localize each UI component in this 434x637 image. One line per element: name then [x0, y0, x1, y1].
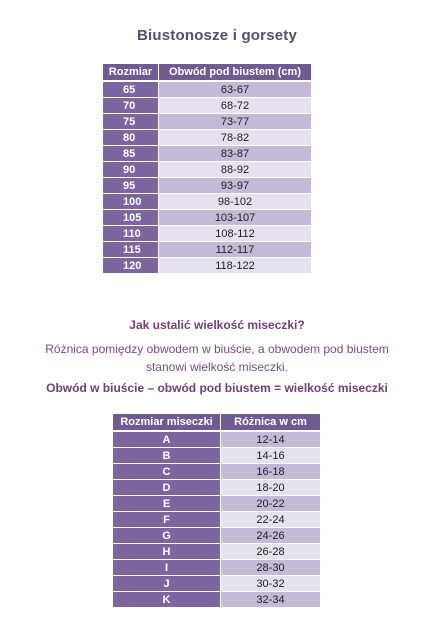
- table-row: [113, 576, 320, 592]
- cup-table-header: [113, 414, 320, 432]
- underbust-range-cell: 78-82: [159, 130, 311, 146]
- cup-size-cell: J: [113, 576, 221, 592]
- page-title: Biustonosze i gorsety: [136, 27, 298, 44]
- band-size-cell: 115: [103, 242, 159, 258]
- underbust-range-cell: 88-92: [159, 162, 311, 178]
- band-size-cell: 75: [103, 114, 159, 130]
- cup-size-cell: G: [113, 528, 221, 544]
- header-size: Rozmiar: [103, 64, 159, 82]
- table-row: [113, 544, 320, 560]
- band-table-header: [103, 64, 311, 82]
- table-row: [113, 448, 320, 464]
- cup-size-cell: D: [113, 480, 221, 496]
- difference-range-cell: 24-26: [221, 528, 320, 544]
- cup-question: Jak ustalić wielkość miseczki?: [129, 318, 305, 332]
- underbust-range-cell: 83-87: [159, 146, 311, 162]
- table-row: [103, 146, 311, 162]
- header-cup-size: Rozmiar miseczki: [113, 414, 221, 432]
- cup-size-cell: F: [113, 512, 221, 528]
- cup-size-cell: E: [113, 496, 221, 512]
- table-row: [103, 130, 311, 146]
- band-size-cell: 80: [103, 130, 159, 146]
- table-row: [113, 592, 320, 608]
- band-size-cell: 70: [103, 98, 159, 114]
- difference-range-cell: 20-22: [221, 496, 320, 512]
- table-row: [103, 194, 311, 210]
- difference-range-cell: 22-24: [221, 512, 320, 528]
- cup-size-table: [113, 414, 320, 608]
- table-row: [113, 560, 320, 576]
- band-size-cell: 65: [103, 82, 159, 98]
- underbust-range-cell: 68-72: [159, 98, 311, 114]
- band-size-cell: 95: [103, 178, 159, 194]
- underbust-range-cell: 103-107: [159, 210, 311, 226]
- difference-range-cell: 30-32: [221, 576, 320, 592]
- table-row: [103, 242, 311, 258]
- cup-size-cell: K: [113, 592, 221, 608]
- table-row: [103, 258, 311, 274]
- band-size-cell: 100: [103, 194, 159, 210]
- cup-formula: Obwód w biuście – obwód pod biustem = wielkość miseczki: [46, 381, 388, 395]
- table-row: [103, 210, 311, 226]
- band-size-cell: 85: [103, 146, 159, 162]
- underbust-range-cell: 98-102: [159, 194, 311, 210]
- band-size-cell: 110: [103, 226, 159, 242]
- table-row: [113, 480, 320, 496]
- difference-range-cell: 16-18: [221, 464, 320, 480]
- underbust-range-cell: 118-122: [159, 258, 311, 274]
- underbust-range-cell: 108-112: [159, 226, 311, 242]
- cup-explanation-line-2: stanowi wielkość miseczki.: [145, 360, 289, 374]
- band-size-cell: 120: [103, 258, 159, 274]
- cup-size-cell: I: [113, 560, 221, 576]
- table-row: [113, 464, 320, 480]
- difference-range-cell: 32-34: [221, 592, 320, 608]
- table-row: [113, 496, 320, 512]
- cup-size-cell: C: [113, 464, 221, 480]
- difference-range-cell: 18-20: [221, 480, 320, 496]
- underbust-range-cell: 93-97: [159, 178, 311, 194]
- underbust-range-cell: 112-117: [159, 242, 311, 258]
- cup-size-cell: B: [113, 448, 221, 464]
- difference-range-cell: 26-28: [221, 544, 320, 560]
- table-row: [103, 114, 311, 130]
- table-row: [103, 178, 311, 194]
- difference-range-cell: 14-16: [221, 448, 320, 464]
- header-difference: Różnica w cm: [221, 414, 320, 432]
- difference-range-cell: 28-30: [221, 560, 320, 576]
- underbust-range-cell: 73-77: [159, 114, 311, 130]
- table-row: [113, 512, 320, 528]
- cup-explanation-line-1: Różnica pomiędzy obwodem w biuście, a obwodem pod biustem: [45, 342, 389, 356]
- cup-size-cell: H: [113, 544, 221, 560]
- table-row: [103, 82, 311, 98]
- band-size-cell: 105: [103, 210, 159, 226]
- table-row: [103, 226, 311, 242]
- table-row: [103, 98, 311, 114]
- table-row: [113, 528, 320, 544]
- table-row: [113, 432, 320, 448]
- difference-range-cell: 12-14: [221, 432, 320, 448]
- underbust-range-cell: 63-67: [159, 82, 311, 98]
- table-row: [103, 162, 311, 178]
- cup-size-cell: A: [113, 432, 221, 448]
- header-underbust: Obwód pod biustem (cm): [159, 64, 311, 82]
- band-size-cell: 90: [103, 162, 159, 178]
- band-size-table: [103, 64, 311, 274]
